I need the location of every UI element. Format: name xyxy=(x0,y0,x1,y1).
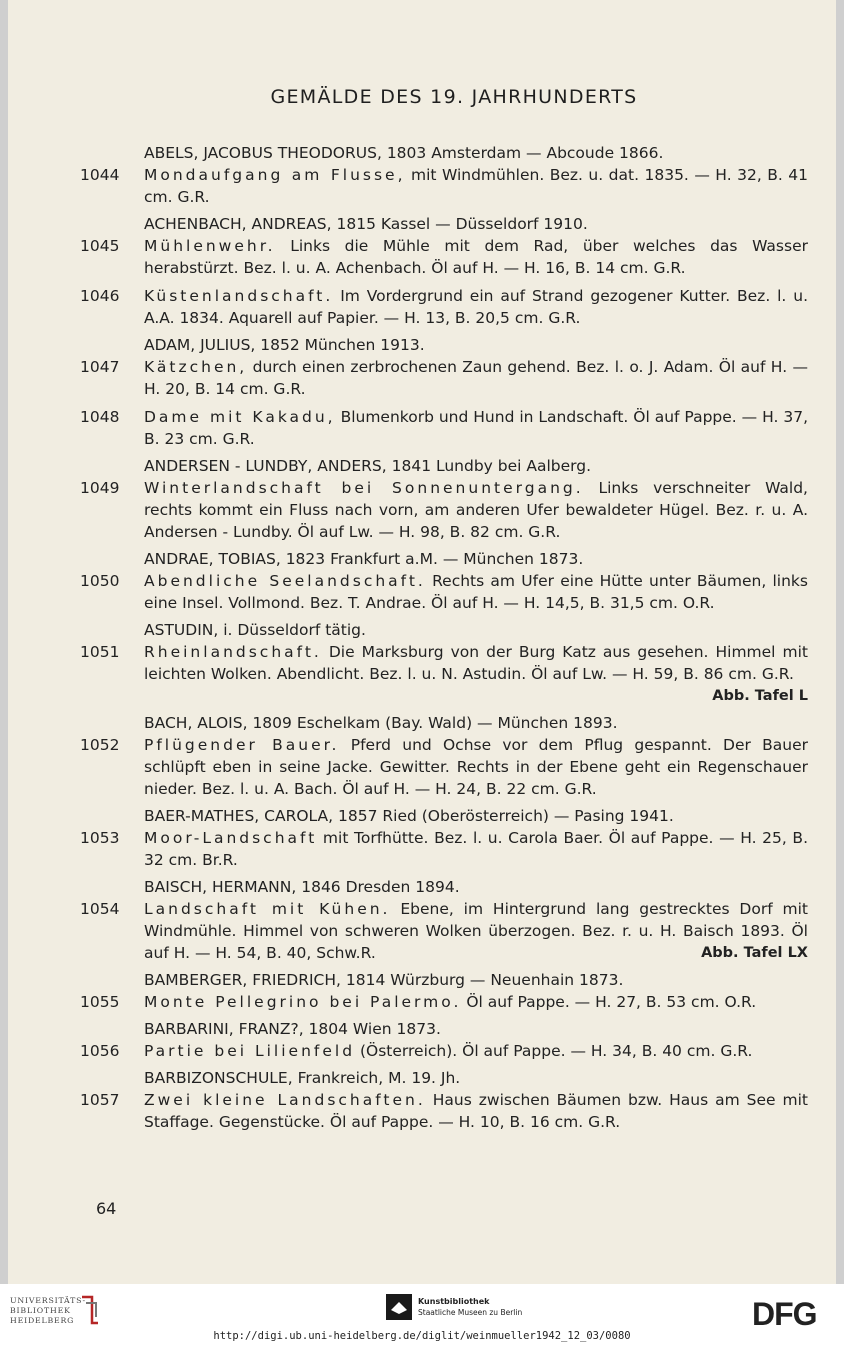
artist-heading: ABELS, JACOBUS THEODORUS, 1803 Amsterdam — Abcoude 1866. xyxy=(144,144,664,162)
lot-number: 1048 xyxy=(80,408,120,426)
artist-heading: ADAM, JULIUS, 1852 München 1913. xyxy=(144,336,425,354)
lot-description xyxy=(144,356,808,400)
lot-number: 1057 xyxy=(80,1091,120,1109)
lot-title: Monte Pellegrino bei Palermo. xyxy=(144,993,462,1011)
artist-heading: ANDERSEN - LUNDBY, ANDERS, 1841 Lundby bei Aalberg. xyxy=(144,457,592,475)
lot-entry xyxy=(80,734,808,800)
lot-entry xyxy=(80,1089,808,1133)
lot-number: 1051 xyxy=(80,643,120,661)
lot-details: Blumenkorb und Hund in Landschaft. Öl auf Pappe. — H. 37, B. 23 cm. G.R. xyxy=(144,408,808,448)
lot-number: 1056 xyxy=(80,1042,120,1060)
university-logo-line: BIBLIOTHEK xyxy=(10,1306,71,1315)
lot-title: Pflügender Bauer. xyxy=(144,736,340,754)
lot-details: (Österreich). Öl auf Pappe. — H. 34, B. 40 cm. G.R. xyxy=(355,1042,753,1060)
university-library-logo[interactable] xyxy=(10,1296,86,1326)
lot-description xyxy=(144,164,808,208)
lot-number: 1049 xyxy=(80,479,120,497)
lot-title: Rheinlandschaft. xyxy=(144,643,322,661)
university-logo-line: UNIVERSITÄTS- xyxy=(10,1296,86,1305)
lot-entry xyxy=(80,285,808,329)
lot-description xyxy=(144,641,808,707)
footer-bar xyxy=(0,1284,844,1345)
lot-entry xyxy=(80,827,808,871)
artist-heading: BAISCH, HERMANN, 1846 Dresden 1894. xyxy=(144,878,460,896)
kunstbibliothek-subtitle: Staatliche Museen zu Berlin xyxy=(418,1308,523,1317)
kunstbibliothek-name: Kunstbibliothek xyxy=(418,1297,490,1306)
lot-description xyxy=(144,570,808,614)
lot-title: Zwei kleine Landschaften. xyxy=(144,1091,426,1109)
dfg-logo[interactable]: DFG xyxy=(752,1296,817,1332)
page-title: GEMÄLDE DES 19. JAHRHUNDERTS xyxy=(270,86,638,108)
artist-heading: ASTUDIN, i. Düsseldorf tätig. xyxy=(144,621,366,639)
lot-entry xyxy=(80,898,808,964)
artist-heading: BAMBERGER, FRIEDRICH, 1814 Würzburg — Neuenhain 1873. xyxy=(144,971,624,989)
lot-description xyxy=(144,991,808,1013)
lot-details: Die Marksburg von der Burg Katz aus gesehen. Himmel mit leichten Wolken. Abendlicht. Bez. l. u. N. Astudin. Öl auf Lw. — H. 59, B. 86 cm. G.R. xyxy=(144,643,808,683)
lot-description xyxy=(144,1040,808,1062)
lot-entry xyxy=(80,406,808,450)
lot-entry xyxy=(80,991,808,1013)
artist-heading: BAER-MATHES, CAROLA, 1857 Ried (Oberösterreich) — Pasing 1941. xyxy=(144,807,674,825)
lot-details: Pferd und Ochse vor dem Pflug gespannt. Der Bauer schlüpft eben in seine Jacke. Gewitter. Rechts in der Ebene geht ein Regenschauer nieder. Bez. l. u. A. Bach. Öl auf H. — H. 24, B. 22 cm. G.R. xyxy=(144,736,808,798)
lot-entry xyxy=(80,1040,808,1062)
lot-entry xyxy=(80,356,808,400)
lot-title: Dame mit Kakadu, xyxy=(144,408,336,426)
lot-details: mit Windmühlen. Bez. u. dat. 1835. — H. 32, B. 41 cm. G.R. xyxy=(144,166,808,206)
permalink-url[interactable]: http://digi.ub.uni-heidelberg.de/diglit/weinmueller1942_12_03/0080 xyxy=(213,1330,631,1342)
lot-number: 1054 xyxy=(80,900,120,918)
lot-entry xyxy=(80,570,808,614)
lot-number: 1050 xyxy=(80,572,120,590)
lot-number: 1052 xyxy=(80,736,120,754)
lot-title: Mühlenwehr. xyxy=(144,237,276,255)
lot-details: Links verschneiter Wald, rechts kommt ein Fluss nach vorn, am anderen Ufer bewaldeter Hügel. Bez. r. u. A. Andersen - Lundby. Öl auf Lw. — H. 98, B. 82 cm. G.R. xyxy=(144,479,808,541)
lot-entry xyxy=(80,235,808,279)
lot-details: Ebene, im Hintergrund lang gestrecktes Dorf mit Windmühle. Himmel von schweren Wolken überzogen. Bez. r. u. H. Baisch 1893. Öl auf H. — H. 54, B. 40, Schw.R. xyxy=(144,900,808,962)
lot-number: 1044 xyxy=(80,166,120,184)
lot-description xyxy=(144,827,808,871)
lot-description xyxy=(144,477,808,543)
lot-number: 1055 xyxy=(80,993,120,1011)
lot-title: Partie bei Lilienfeld xyxy=(144,1042,356,1060)
lot-title: Landschaft mit Kühen. xyxy=(144,900,391,918)
lot-title: Abendliche Seelandschaft. xyxy=(144,572,426,590)
lot-number: 1047 xyxy=(80,358,120,376)
lot-title: Winterlandschaft bei Sonnenuntergang. xyxy=(144,479,584,497)
catalog-body xyxy=(80,141,808,1133)
lot-entry xyxy=(80,641,808,707)
lot-details: durch einen zerbrochenen Zaun gehend. Bez. l. o. J. Adam. Öl auf H. — H. 20, B. 14 cm. G.R. xyxy=(144,358,808,398)
lot-description xyxy=(144,1089,808,1133)
lot-description xyxy=(144,898,808,964)
artist-heading: ANDRAE, TOBIAS, 1823 Frankfurt a.M. — München 1873. xyxy=(144,550,584,568)
lot-number: 1046 xyxy=(80,287,120,305)
lot-description xyxy=(144,406,808,450)
kunstbibliothek-logo-icon xyxy=(386,1294,412,1320)
lot-entry xyxy=(80,477,808,543)
lot-details: Im Vordergrund ein auf Strand gezogener Kutter. Bez. l. u. A.A. 1834. Aquarell auf Papier. — H. 13, B. 20,5 cm. G.R. xyxy=(144,287,808,327)
lot-entry xyxy=(80,164,808,208)
artist-heading: ACHENBACH, ANDREAS, 1815 Kassel — Düsseldorf 1910. xyxy=(144,215,588,233)
lot-description xyxy=(144,235,808,279)
artist-heading: BARBIZONSCHULE, Frankreich, M. 19. Jh. xyxy=(144,1069,461,1087)
artist-heading: BACH, ALOIS, 1809 Eschelkam (Bay. Wald) — München 1893. xyxy=(144,714,618,732)
lot-description xyxy=(144,734,808,800)
lot-title: Kätzchen, xyxy=(144,358,248,376)
plate-reference: Abb. Tafel LX xyxy=(701,945,808,961)
lot-number: 1045 xyxy=(80,237,120,255)
lot-number: 1053 xyxy=(80,829,120,847)
university-crest-icon xyxy=(78,1293,102,1327)
plate-reference: Abb. Tafel L xyxy=(712,688,808,704)
lot-description xyxy=(144,285,808,329)
lot-title: Küstenlandschaft. xyxy=(144,287,334,305)
page-number: 64 xyxy=(96,1199,117,1218)
artist-heading: BARBARINI, FRANZ?, 1804 Wien 1873. xyxy=(144,1020,441,1038)
lot-details: Links die Mühle mit dem Rad, über welches das Wasser herabstürzt. Bez. l. u. A. Achenbach. Öl auf H. — H. 16, B. 14 cm. G.R. xyxy=(144,237,808,277)
lot-details: Haus zwischen Bäumen bzw. Haus am See mit Staffage. Gegenstücke. Öl auf Pappe. — H. 10, B. 16 cm. G.R. xyxy=(144,1091,808,1131)
lot-title: Mondaufgang am Flusse, xyxy=(144,166,406,184)
kunstbibliothek-label[interactable] xyxy=(418,1296,522,1318)
lot-details: Öl auf Pappe. — H. 27, B. 53 cm. O.R. xyxy=(461,993,757,1011)
lot-details: mit Torfhütte. Bez. l. u. Carola Baer. Öl auf Pappe. — H. 25, B. 32 cm. Br.R. xyxy=(144,829,808,869)
lot-details: Rechts am Ufer eine Hütte unter Bäumen, links eine Insel. Vollmond. Bez. T. Andrae. Öl auf H. — H. 14,5, B. 31,5 cm. O.R. xyxy=(144,572,808,612)
university-logo-line: HEIDELBERG xyxy=(10,1316,75,1325)
lot-title: Moor-Landschaft xyxy=(144,829,318,847)
